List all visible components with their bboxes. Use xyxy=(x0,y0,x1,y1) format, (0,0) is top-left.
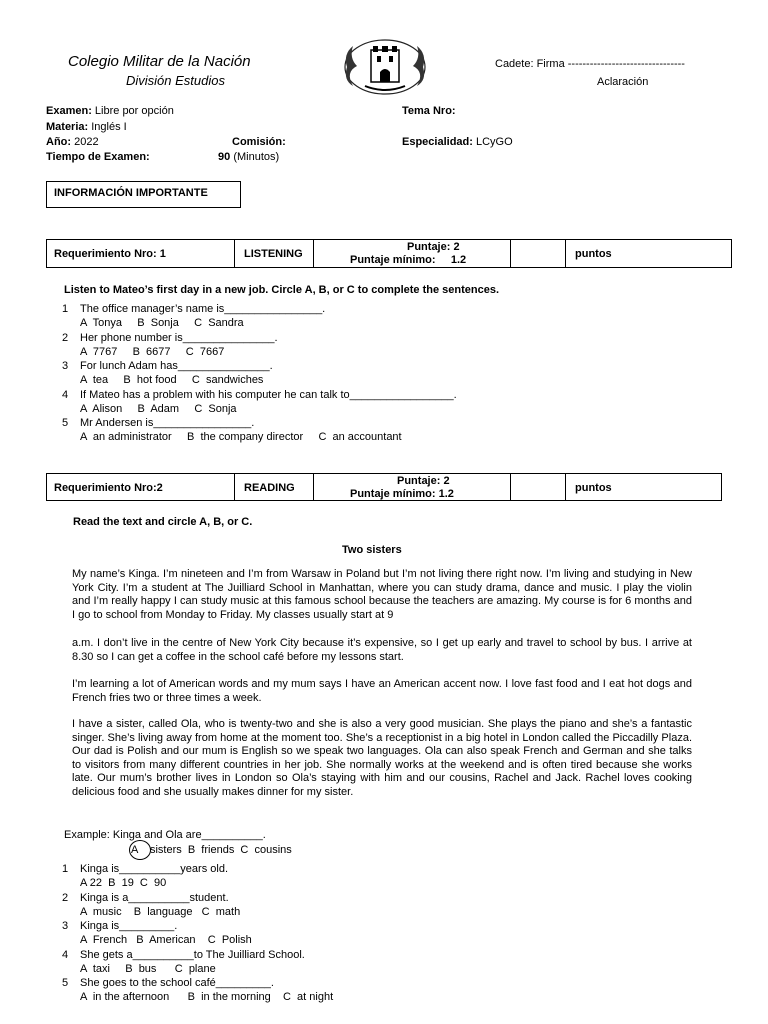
req1-puntaje-min: Puntaje mínimo: 1.2 xyxy=(350,254,467,266)
req2-label: Requerimiento Nro:2 xyxy=(54,482,163,494)
question-number: 1 xyxy=(62,303,69,315)
question-text: Kinga is__________years old. xyxy=(80,863,229,875)
reading-paragraph-1: My name’s Kinga. I’m nineteen and I’m from Warsaw in Poland but I’m not living there right now. I’m living and studying in New York City. I’m a student at The Juilliard School in Manhattan, where you can study drama, dance and music. I play the violin and I’m really happy I can study music at this famous school because the teachers are amazing. My course is for 6 months and I go to school from Monday to Friday. My classes usually start at 9 xyxy=(72,568,692,621)
listening-options-3[interactable]: A tea B hot food C sandwiches xyxy=(80,374,264,386)
req2-puntos: puntos xyxy=(575,482,612,494)
req2-table xyxy=(46,473,722,501)
cadete-firma-label: Cadete: Firma -------------------------------- xyxy=(495,58,685,70)
school-name: Colegio Militar de la Nación xyxy=(68,53,251,70)
question-number: 4 xyxy=(62,948,69,961)
reading-question-3 xyxy=(62,920,177,932)
reading-title: Two sisters xyxy=(342,544,402,556)
info-box xyxy=(46,181,241,208)
listening-question-3 xyxy=(62,360,273,372)
req1-skill: LISTENING xyxy=(244,248,303,260)
question-number: 5 xyxy=(62,417,69,429)
tema-label: Tema Nro: xyxy=(402,105,456,117)
reading-question-1 xyxy=(62,863,228,875)
question-text: The office manager’s name is________________. xyxy=(80,303,326,315)
reading-options-2[interactable]: A music B language C math xyxy=(80,905,241,918)
example-options: A sisters B friends C cousins xyxy=(131,844,292,856)
reading-question-4 xyxy=(62,949,305,961)
especialidad-row: Especialidad: LCyGO xyxy=(402,136,513,148)
examen-row: Examen: Libre por opción xyxy=(46,105,174,117)
req1-puntos: puntos xyxy=(575,248,612,260)
question-text: If Mateo has a problem with his computer he can talk to_________________. xyxy=(80,388,457,401)
req2-skill: READING xyxy=(244,482,295,494)
question-text: For lunch Adam has_______________. xyxy=(80,360,273,372)
crest-logo xyxy=(335,36,435,98)
listening-question-2 xyxy=(62,332,278,344)
listening-options-5[interactable]: A an administrator B the company director C an accountant xyxy=(80,431,402,443)
comision-label: Comisión: xyxy=(232,136,286,148)
tiempo-value: 90 (Minutos) xyxy=(218,151,280,163)
tiempo-label: Tiempo de Examen: xyxy=(46,151,150,163)
listening-options-4[interactable]: A Alison B Adam C Sonja xyxy=(80,402,237,415)
reading-options-1[interactable]: A 22 B 19 C 90 xyxy=(80,877,167,889)
question-number: 2 xyxy=(62,891,69,904)
question-text: She goes to the school café_________. xyxy=(80,977,274,989)
question-number: 3 xyxy=(62,920,69,932)
reading-question-2 xyxy=(62,892,229,904)
listening-question-5 xyxy=(62,417,254,429)
reading-options-4[interactable]: A taxi B bus C plane xyxy=(80,962,216,975)
req1-instruction: Listen to Mateo’s first day in a new job. Circle A, B, or C to complete the sentences. xyxy=(64,284,499,296)
listening-options-2[interactable]: A 7767 B 6677 C 7667 xyxy=(80,345,225,358)
question-text: Mr Andersen is________________. xyxy=(80,417,255,429)
req2-puntaje-min: Puntaje mínimo: 1.2 xyxy=(350,488,454,500)
listening-question-4 xyxy=(62,389,457,401)
req1-puntaje: Puntaje: 2 xyxy=(407,241,460,253)
req1-table xyxy=(46,239,732,268)
example-text: Example: Kinga and Ola are__________. xyxy=(64,829,266,841)
reading-options-5[interactable]: A in the afternoon B in the morning C at night xyxy=(80,991,334,1003)
question-number: 5 xyxy=(62,977,69,989)
reading-paragraph-2: a.m. I don’t live in the centre of New York City because it’s expensive, so I get up early and travel to school by bus. I arrive at 8.30 so I can get a coffee in the school café before my lessons start. xyxy=(72,637,692,663)
materia-row: Materia: Inglés I xyxy=(46,121,127,133)
question-text: She gets a__________to The Juilliard School. xyxy=(80,948,305,961)
question-number: 2 xyxy=(62,331,69,344)
division-name: División Estudios xyxy=(126,73,225,88)
question-number: 1 xyxy=(62,863,69,875)
req2-puntaje: Puntaje: 2 xyxy=(397,475,450,487)
listening-options-1[interactable]: A Tonya B Sonja C Sandra xyxy=(80,317,244,329)
req2-instruction: Read the text and circle A, B, or C. xyxy=(73,516,253,528)
question-number: 4 xyxy=(62,388,69,401)
reading-question-5 xyxy=(62,977,274,989)
reading-paragraph-3: I’m learning a lot of American words and my mum says I have an American accent now. I love fast food and I eat hot dogs and French fries two or three times a week. xyxy=(72,678,692,704)
listening-question-1 xyxy=(62,303,325,315)
anio-row: Año: 2022 xyxy=(46,136,99,148)
question-text: Her phone number is_______________. xyxy=(80,331,278,344)
reading-options-3[interactable]: A French B American C Polish xyxy=(80,934,252,946)
aclaracion-label: Aclaración xyxy=(597,76,649,88)
info-box-label: INFORMACIÓN IMPORTANTE xyxy=(54,187,208,199)
req1-label: Requerimiento Nro: 1 xyxy=(54,248,166,260)
reading-paragraph-4: I have a sister, called Ola, who is twenty-two and she is also a very good musician. She plays the piano and she’s a fantastic singer. She’s living away from home at the moment too. She’s a receptionist in a big hotel in London called the Piccadilly Plaza. Our dad is Polish and our mum is English so we speak two languages. Ola can also speak French and German and she talks to visitors from many different countries in her job. She normally works at the weekend and is often tired because she works late. Our mum’s brother lives in London so Ola’s staying with him and our cousins, Rachel and Jack. Rachel loves cooking delicious food and she usually makes dinner for my sister. xyxy=(72,718,692,798)
question-text: Kinga is_________. xyxy=(80,920,178,932)
question-text: Kinga is a__________student. xyxy=(80,891,229,904)
question-number: 3 xyxy=(62,360,69,372)
